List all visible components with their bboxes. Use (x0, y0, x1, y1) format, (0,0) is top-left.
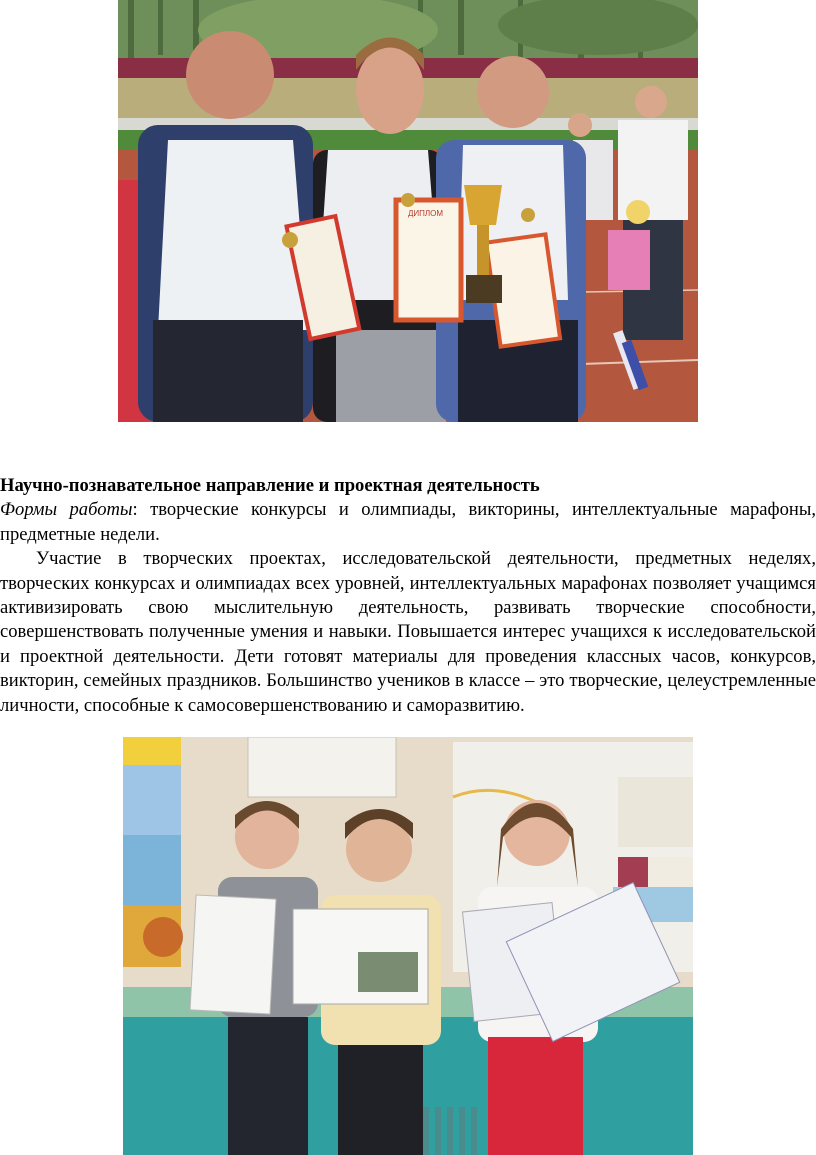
award-ceremony-photo (118, 0, 698, 422)
document-text (0, 474, 816, 718)
children-projects-photo (123, 737, 693, 1155)
diploma-label: ДИПЛОМ (408, 209, 444, 218)
forms-of-work-text: : творческие конкурсы и олимпиады, викторины, интеллектуальные марафоны, предметные недели. (0, 499, 816, 545)
forms-of-work-paragraph (0, 498, 816, 547)
body-paragraph: Участие в творческих проектах, исследовательской деятельности, предметных неделях, творческих конкурсах и олимпиадах всех уровней, интеллектуальных марафонах позволяет учащимся активизировать свою мыслительную деятельность, развивать творческие способности, совершенствовать полученные умения и навыки. Повышается интерес учащихся к исследовательской и проектной деятельности. Дети готовят материалы для проведения классных часов, конкурсов, викторин, семейных праздников. Большинство учеников в классе – это творческие, целеустремленные личности, способные к самосовершенствованию и саморазвитию. (0, 548, 816, 716)
forms-of-work-label: Формы работы (0, 499, 133, 521)
section-heading: Научно-познавательное направление и проектная деятельность (0, 475, 540, 496)
